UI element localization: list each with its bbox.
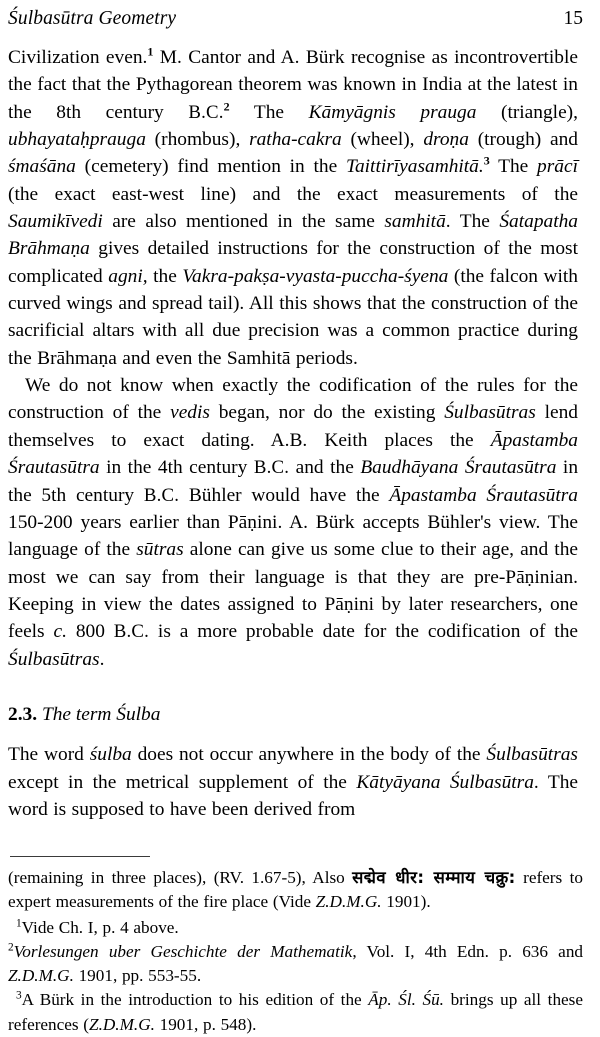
footnote-3 — [8, 988, 583, 1037]
small-caps-era: B.C. — [188, 101, 224, 123]
italic-term: samhitā — [384, 211, 446, 233]
italic-term: sūtras — [136, 539, 184, 561]
italic-term: Āp. Śl. Śū. — [368, 990, 444, 1010]
italic-term: Kāmyāgnis prauga — [308, 101, 477, 123]
footnote-1-text: Vide Ch. I, p. 4 above. — [21, 917, 179, 937]
italic-term: ratha-cakra — [249, 129, 342, 151]
italic-term: śmaśāna — [8, 156, 76, 178]
paragraph-1: Civilization even.$^1$ M. Cantor and A. Bürk recognise as incontrovertible the fact that the Pythagorean theorem was known in India at the latest in the 8th century B.C.$^2$ The Kāmyāgnis prauga (triangle), ubhayataḥprauga (rhombus), ratha-cakra (wheel), droṇa (trough) and śmaśāna (cemetery) find mention in the Taittirīyasamhitā.$^3$ The prācī (the exact east-west line) and the exact measurements of the Saumikīvedi are also mentioned in the same samhitā. The Śatapatha Brāhmaṇa gives detailed instructions for the construction of the most complicated agni, the Vakra-pakṣa-vyasta-puccha-śyena (the falcon with curved wings and spread tail). All this shows that the construction of the sacrificial altars with all due precision was a common practice during the Brāhmaṇa and even the Samhitā periods. — [8, 44, 578, 369]
footnote-2 — [8, 940, 583, 989]
italic-term: agni, — [108, 265, 148, 287]
section-heading — [8, 701, 578, 728]
italic-term: Kātyāyana Śulbasūtra — [356, 771, 534, 793]
italic-term: vedis — [170, 402, 210, 424]
paragraph-3: The word śulba does not occur anywhere in the body of the Śulbasūtras except in the metrical supplement of the Kātyāyana Śulbasūtra. The word is supposed to have been derived from — [8, 744, 578, 820]
italic-term: Baudhāyana Śrautasūtra — [360, 457, 557, 479]
paragraph-2: We do not know when exactly the codification of the rules for the construction of the vedis began, nor do the existing Śulbasūtras lend themselves to exact dating. A.B. Keith places the Āpastamba Śrautasūtra in the 4th century B.C. and the Baudhāyana Śrautasūtra in the 5th century B.C. Bühler would have the Āpastamba Śrautasūtra 150-200 years earlier than Pāṇini. A. Bürk accepts Bühler's view. The language of the sūtras alone can give us some clue to their age, and the most we can say from their language is that they are pre-Pāṇinian. Keeping in view the dates assigned to Pāṇini by later researchers, one feels c. 800 B.C. is a more probable date for the codification of the Śulbasūtras. — [8, 375, 579, 670]
footnote-3-text: A Bürk in the introduction to his edition of the Āp. Śl. Śū. brings up all these references (Z.D.M.G. 1901, p. 548). — [8, 990, 583, 1034]
italic-term: ubhayataḥprauga — [8, 129, 146, 151]
section-title: The term Śulba — [41, 703, 161, 725]
footnote-2-text: Vorlesungen uber Geschichte der Mathematik, Vol. I, 4th Edn. p. 636 and Z.D.M.G. 1901, pp. 553-55. — [8, 941, 584, 986]
small-caps-era: B.C. — [143, 484, 180, 506]
heading-spacer-below — [8, 728, 578, 741]
italic-term: prācī — [537, 156, 578, 178]
italic-term: Śatapatha Brāhmaṇa — [8, 211, 578, 260]
running-head-title: Śulbasūtra Geometry — [8, 8, 177, 29]
italic-term: Taittirīyasamhitā. — [345, 156, 484, 178]
section-number: 2.3. — [8, 703, 38, 725]
page-number: 15 — [563, 8, 583, 29]
footnote-separator-rule — [10, 856, 150, 857]
italic-term: Śulbasūtras — [486, 744, 578, 766]
italic-term: Śulbasūtras — [8, 648, 100, 670]
italic-term: Saumikīvedi — [8, 211, 103, 233]
footnote-reference: 2 — [223, 99, 230, 114]
italic-term: Vakra-pakṣa-vyasta-puccha-śyena — [182, 265, 449, 287]
running-head — [8, 8, 583, 30]
italic-term: Z.D.M.G. — [315, 892, 382, 912]
footnote-continued: (remaining in three places), (RV. 1.67-5), Also सद्मेव धीर: सम्माय चक्रु: refers to expert measurements of the fire place (Vide Z.D.M.G. 1901). — [8, 868, 583, 912]
italic-term: c. — [53, 621, 67, 643]
italic-term: Vorlesungen uber Geschichte der Mathematik — [13, 941, 353, 961]
italic-term: Z.D.M.G. — [8, 966, 74, 986]
body-text-block — [8, 44, 578, 823]
italic-term: droṇa — [423, 129, 469, 151]
heading-spacer-above — [8, 673, 578, 701]
small-caps-era: B.C. — [113, 621, 150, 643]
footnote-area — [8, 856, 583, 1037]
small-caps-era: B.C. — [253, 457, 290, 479]
devanagari-quotation: सद्मेव धीर: सम्माय चक्रु: — [352, 868, 516, 887]
italic-term: Āpastamba Śrautasūtra — [389, 484, 578, 506]
italic-term: Śulbasūtras — [444, 402, 536, 424]
footnote-reference: 1 — [147, 44, 154, 59]
italic-term: Āpastamba Śrautasūtra — [8, 429, 578, 479]
footnote-2-marker: 2 — [8, 941, 14, 954]
italic-term: Z.D.M.G. — [89, 1014, 155, 1034]
footnote-1-marker: 1 — [16, 916, 22, 929]
footnote-1 — [8, 916, 583, 940]
footnote-3-marker: 3 — [16, 989, 22, 1002]
footnote-reference: 3 — [483, 153, 490, 168]
italic-term: śulba — [89, 744, 132, 766]
